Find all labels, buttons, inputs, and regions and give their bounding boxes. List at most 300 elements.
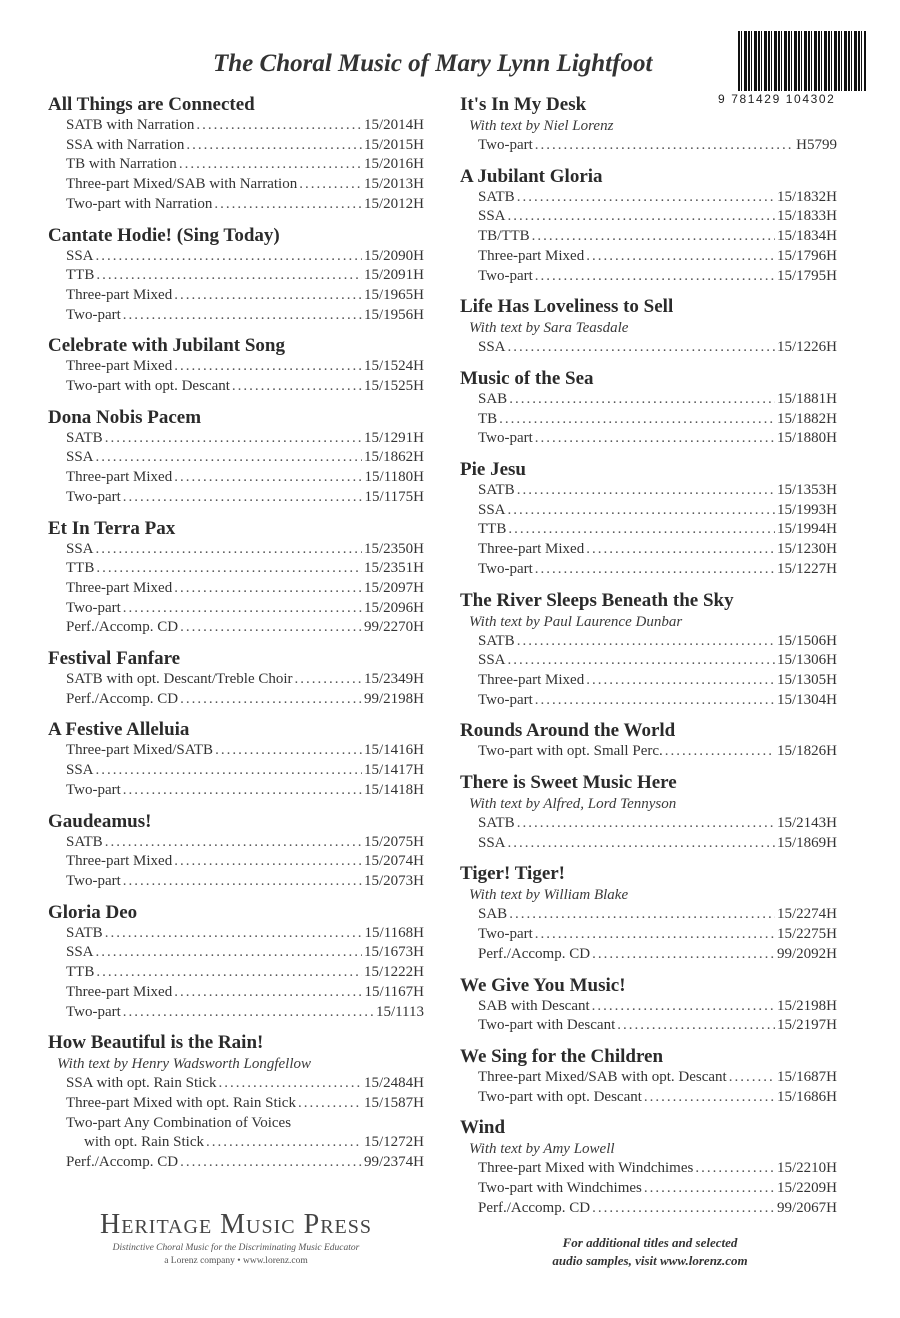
dot-leader — [96, 266, 362, 286]
dot-leader — [105, 429, 362, 449]
product-code: 99/2198H — [364, 690, 424, 707]
voicing-label: Two-part — [66, 872, 121, 889]
voicing-label: SATB with Narration — [66, 117, 195, 133]
dot-leader — [508, 651, 775, 671]
dot-leader — [299, 175, 362, 195]
dot-leader — [517, 814, 775, 834]
product-code: 15/2197H — [777, 1017, 837, 1034]
voicing-label: SATB with opt. Descant/Treble Choir — [66, 671, 293, 688]
product-code: 99/2092H — [777, 945, 837, 962]
edition-row — [48, 357, 424, 377]
song-title: Cantate Hodie! (Sing Today) — [48, 224, 280, 246]
product-code: 15/2097H — [364, 579, 424, 596]
voicing-label: TTB — [478, 521, 507, 538]
edition-row — [48, 286, 424, 306]
song-title: A Jubilant Gloria — [460, 165, 603, 187]
product-code: 15/2350H — [364, 540, 424, 557]
voicing-label: SSA — [66, 540, 94, 557]
voicing-label: Two-part — [478, 560, 533, 577]
dot-leader — [96, 559, 362, 579]
voicing-label: TB/TTB — [478, 228, 530, 245]
edition-row — [460, 227, 837, 247]
dot-leader — [665, 742, 775, 762]
song-block — [48, 406, 424, 508]
dot-leader — [180, 618, 362, 638]
voicing-label: SATB — [478, 188, 515, 205]
edition-row — [48, 1153, 424, 1173]
voicing-label: Two-part — [478, 267, 533, 284]
product-code: 15/1826H — [777, 743, 837, 760]
voicing-label: SSA — [478, 208, 506, 225]
edition-row — [460, 540, 837, 560]
dot-leader — [174, 357, 362, 377]
song-title: How Beautiful is the Rain! — [48, 1032, 264, 1054]
dot-leader — [206, 1133, 362, 1153]
product-code: 15/1834H — [777, 228, 837, 245]
edition-row — [460, 520, 837, 540]
song-block — [460, 93, 837, 156]
product-code: 15/1965H — [364, 286, 424, 303]
edition-row — [48, 833, 424, 853]
dot-leader — [96, 540, 362, 560]
product-code: 15/1525H — [364, 378, 424, 395]
dot-leader — [232, 377, 362, 397]
dot-leader — [586, 247, 775, 267]
dot-leader — [214, 195, 362, 215]
dot-leader — [644, 1179, 775, 1199]
dot-leader — [499, 410, 775, 430]
dot-leader — [123, 781, 362, 801]
edition-row — [48, 1074, 424, 1094]
dot-leader — [535, 925, 775, 945]
product-code: 15/1305H — [777, 671, 837, 688]
right-column — [460, 93, 837, 1228]
voicing-label: Three-part Mixed with Windchimes — [478, 1160, 694, 1177]
edition-row — [48, 155, 424, 175]
dot-leader — [96, 448, 362, 468]
song-title: It's In My Desk — [460, 94, 587, 115]
song-subtitle: With text by Henry Wadsworth Longfellow — [57, 1056, 312, 1073]
edition-row — [460, 267, 837, 287]
song-block — [460, 458, 837, 580]
voicing-label: Two-part — [478, 691, 533, 708]
edition-row — [460, 632, 837, 652]
product-code: 15/2015H — [364, 136, 424, 153]
edition-row — [460, 742, 837, 762]
song-title: All Things are Connected — [48, 94, 255, 115]
edition-row — [460, 410, 837, 430]
song-block — [48, 901, 424, 1023]
dot-leader — [123, 872, 362, 892]
product-code: 15/1796H — [777, 247, 837, 264]
dot-leader — [535, 136, 794, 156]
product-code: 15/1686H — [777, 1088, 837, 1105]
product-code: 15/1524H — [364, 358, 424, 375]
voicing-label: SAB — [478, 390, 508, 407]
product-code: 15/2073H — [364, 872, 424, 889]
edition-row — [460, 1179, 837, 1199]
voicing-label: SSA — [478, 501, 506, 518]
voicing-label: Perf./Accomp. CD — [478, 945, 591, 962]
dot-leader — [295, 670, 362, 690]
song-block — [460, 295, 837, 358]
voicing-label: TTB — [66, 964, 95, 981]
dot-leader — [123, 488, 363, 508]
product-code: 15/1869H — [777, 834, 837, 851]
dot-leader — [123, 306, 362, 326]
product-code: 15/2210H — [777, 1160, 837, 1177]
product-code: 15/2349H — [364, 671, 424, 688]
edition-row — [48, 761, 424, 781]
edition-row — [48, 559, 424, 579]
edition-row — [460, 1159, 837, 1179]
product-code: 15/2275H — [777, 926, 837, 943]
product-code: 15/1994H — [777, 521, 837, 538]
product-code: 15/1168H — [364, 924, 424, 941]
publisher-tagline: Distinctive Choral Music for the Discriminating Music Educator — [112, 1243, 360, 1253]
edition-row — [460, 814, 837, 834]
edition-row — [48, 1133, 424, 1153]
voicing-label: Two-part with Descant — [478, 1017, 616, 1034]
edition-row — [48, 983, 424, 1003]
song-block — [460, 719, 837, 762]
song-block — [48, 718, 424, 800]
edition-row — [460, 651, 837, 671]
edition-row — [48, 1003, 424, 1023]
product-code: 15/1230H — [777, 541, 837, 558]
edition-row — [460, 1088, 837, 1108]
voicing-label: Two-part with opt. Small Perc. — [478, 743, 663, 760]
voicing-label: Two-part Any Combination of Voices — [66, 1114, 292, 1131]
footer-note — [500, 1234, 800, 1270]
dot-leader — [508, 520, 775, 540]
song-block — [460, 1116, 837, 1218]
dot-leader — [535, 691, 775, 711]
footer-line-2: audio samples, visit www.lorenz.com — [552, 1253, 748, 1268]
product-code: 15/2274H — [777, 906, 837, 923]
product-code: 15/1227H — [777, 560, 837, 577]
product-code: 15/1226H — [777, 339, 837, 356]
song-block — [48, 810, 424, 892]
song-block — [460, 1045, 837, 1107]
product-code: 15/1880H — [777, 430, 837, 447]
voicing-label: SSA — [478, 339, 506, 356]
song-block — [460, 165, 837, 287]
edition-row — [48, 599, 424, 619]
product-code: 15/1687H — [777, 1068, 837, 1085]
song-title: Life Has Loveliness to Sell — [460, 296, 674, 318]
product-code: 15/1167H — [364, 983, 424, 1000]
song-title: Celebrate with Jubilant Song — [48, 335, 285, 357]
dot-leader — [179, 155, 362, 175]
product-code: 15/2198H — [777, 997, 837, 1014]
product-code: 15/1304H — [777, 691, 837, 708]
edition-row — [48, 963, 424, 983]
voicing-label: Two-part with opt. Descant — [66, 378, 230, 395]
dot-leader — [508, 501, 775, 521]
dot-leader — [180, 690, 362, 710]
edition-row — [48, 670, 424, 690]
voicing-label: SSA — [66, 247, 94, 264]
edition-row — [48, 741, 424, 761]
dot-leader — [592, 945, 775, 965]
song-title: Festival Fanfare — [48, 648, 181, 670]
product-code: 15/1291H — [364, 429, 424, 446]
product-code: 15/1882H — [777, 410, 837, 427]
dot-leader — [508, 207, 775, 227]
product-code: 15/1222H — [364, 964, 424, 981]
voicing-label: Two-part — [478, 430, 533, 447]
edition-row — [460, 247, 837, 267]
product-code: 15/2091H — [364, 267, 424, 284]
dot-leader — [180, 1153, 362, 1173]
edition-row — [460, 560, 837, 580]
voicing-label: Three-part Mixed — [66, 853, 173, 870]
product-code: 15/1833H — [777, 208, 837, 225]
voicing-label: Perf./Accomp. CD — [66, 1154, 179, 1171]
voicing-label: Three-part Mixed — [478, 247, 585, 264]
edition-row — [48, 852, 424, 872]
product-code: 15/2075H — [364, 833, 424, 850]
product-code: 15/2351H — [364, 560, 424, 577]
song-block — [48, 1031, 424, 1173]
song-subtitle: With text by Paul Laurence Dunbar — [469, 613, 683, 630]
left-column — [48, 93, 424, 1182]
edition-row — [48, 872, 424, 892]
voicing-label: Three-part Mixed — [66, 469, 173, 486]
product-code: 15/1306H — [777, 652, 837, 669]
barcode — [738, 31, 866, 91]
voicing-label: Three-part Mixed — [478, 671, 585, 688]
voicing-label: SSA — [478, 652, 506, 669]
voicing-label: Two-part — [66, 599, 121, 616]
song-subtitle: With text by Alfred, Lord Tennyson — [469, 796, 677, 813]
product-code: 15/2090H — [364, 247, 424, 264]
song-title: We Sing for the Children — [460, 1045, 664, 1067]
product-code: 15/2074H — [364, 853, 424, 870]
product-code: 15/1175H — [364, 488, 424, 505]
voicing-label: SATB — [478, 482, 515, 499]
song-subtitle: With text by William Blake — [469, 887, 629, 904]
song-subtitle: With text by Sara Teasdale — [469, 320, 629, 337]
voicing-label: SSA — [66, 762, 94, 779]
dot-leader — [174, 579, 362, 599]
product-code: 15/2012H — [364, 195, 424, 212]
voicing-label: SATB — [478, 632, 515, 649]
voicing-label: SAB — [478, 906, 508, 923]
edition-row — [48, 618, 424, 638]
dot-leader — [96, 247, 362, 267]
dot-leader — [508, 834, 775, 854]
song-title: We Give You Music! — [460, 974, 626, 996]
edition-row — [48, 540, 424, 560]
product-code: 15/2209H — [777, 1180, 837, 1197]
product-code: 15/2143H — [777, 815, 837, 832]
page-title: The Choral Music of Mary Lynn Lightfoot — [213, 50, 653, 77]
product-code: 15/1832H — [777, 188, 837, 205]
edition-row — [48, 136, 424, 156]
edition-row — [48, 247, 424, 267]
voicing-label: Perf./Accomp. CD — [66, 619, 179, 636]
edition-row — [48, 781, 424, 801]
voicing-label: Three-part Mixed with opt. Rain Stick — [66, 1094, 296, 1111]
product-code: 15/1587H — [364, 1094, 424, 1111]
edition-row — [460, 481, 837, 501]
voicing-label: SATB — [66, 429, 103, 446]
dot-leader — [105, 833, 362, 853]
voicing-label: SATB — [66, 924, 103, 941]
voicing-label: SATB — [478, 815, 515, 832]
product-code: 15/1993H — [777, 501, 837, 518]
product-code: 15/2013H — [364, 176, 424, 193]
voicing-label: Two-part — [66, 488, 121, 505]
edition-row — [48, 943, 424, 963]
song-title: There is Sweet Music Here — [460, 772, 677, 794]
dot-leader — [96, 761, 362, 781]
edition-row — [460, 671, 837, 691]
song-title: Wind — [460, 1117, 506, 1139]
voicing-label: Three-part Mixed — [66, 579, 173, 596]
dot-leader — [535, 429, 775, 449]
dot-leader — [535, 267, 775, 287]
edition-row — [48, 468, 424, 488]
voicing-label: TB with Narration — [66, 156, 177, 173]
product-code: 99/2374H — [364, 1154, 424, 1171]
edition-row — [48, 175, 424, 195]
product-code: 15/1417H — [364, 762, 424, 779]
edition-row — [48, 448, 424, 468]
edition-row — [460, 338, 837, 358]
dot-leader — [174, 983, 362, 1003]
product-code: 15/2014H — [364, 117, 424, 133]
product-code: 15/1506H — [777, 632, 837, 649]
voicing-label: Perf./Accomp. CD — [478, 1199, 591, 1216]
voicing-label: SATB — [66, 833, 103, 850]
edition-row — [48, 429, 424, 449]
voicing-label: SSA with opt. Rain Stick — [66, 1075, 217, 1092]
voicing-label: SSA — [478, 834, 506, 851]
product-code: 15/2484H — [364, 1075, 424, 1092]
edition-row — [460, 390, 837, 410]
voicing-label: Three-part Mixed — [66, 358, 173, 375]
dot-leader — [508, 338, 775, 358]
voicing-label: TTB — [66, 267, 95, 284]
edition-row — [460, 136, 837, 156]
product-code: 15/1113 — [375, 1003, 424, 1020]
voicing-label: Two-part — [478, 926, 533, 943]
edition-row — [48, 377, 424, 397]
product-code: 15/1956H — [364, 306, 424, 323]
product-code: 15/1881H — [777, 390, 837, 407]
edition-row — [460, 905, 837, 925]
voicing-label: Two-part with opt. Descant — [478, 1088, 642, 1105]
song-block — [460, 974, 837, 1036]
edition-row — [460, 834, 837, 854]
edition-row — [460, 188, 837, 208]
song-block — [460, 862, 837, 964]
product-code: 99/2270H — [364, 619, 424, 636]
dot-leader — [535, 560, 775, 580]
voicing-label: SAB with Descant — [478, 997, 590, 1014]
dot-leader — [196, 116, 362, 136]
dot-leader — [186, 136, 362, 156]
edition-row — [48, 116, 424, 136]
dot-leader — [509, 905, 775, 925]
dot-leader — [517, 188, 775, 208]
dot-leader — [729, 1068, 775, 1088]
edition-row — [48, 306, 424, 326]
song-block — [48, 224, 424, 326]
song-title: Rounds Around the World — [460, 720, 676, 742]
dot-leader — [509, 390, 775, 410]
voicing-label: Two-part — [478, 137, 533, 153]
product-code: 15/1180H — [364, 469, 424, 486]
dot-leader — [517, 632, 775, 652]
song-title: Music of the Sea — [460, 367, 594, 389]
song-title: The River Sleeps Beneath the Sky — [460, 589, 734, 611]
song-title: Tiger! Tiger! — [460, 863, 566, 885]
voicing-label: Three-part Mixed/SAB with Narration — [66, 176, 298, 193]
publisher-name: Heritage Music Press — [100, 1209, 372, 1240]
product-code: 15/1416H — [364, 742, 424, 759]
dot-leader — [644, 1088, 775, 1108]
product-code: 15/1673H — [364, 944, 424, 961]
product-code: 15/2096H — [364, 599, 424, 616]
voicing-label: Two-part — [66, 781, 121, 798]
edition-row — [48, 924, 424, 944]
edition-row — [48, 488, 424, 508]
edition-row — [460, 1199, 837, 1219]
dot-leader — [532, 227, 775, 247]
edition-row — [460, 691, 837, 711]
dot-leader — [592, 1199, 775, 1219]
voicing-label: SSA — [66, 944, 94, 961]
dot-leader — [215, 741, 362, 761]
edition-row — [460, 1068, 837, 1088]
voicing-label: Perf./Accomp. CD — [66, 690, 179, 707]
edition-row — [460, 501, 837, 521]
song-block — [460, 771, 837, 853]
song-title: A Festive Alleluia — [48, 719, 190, 741]
publisher-company: a Lorenz company • www.lorenz.com — [164, 1256, 308, 1266]
dot-leader — [586, 671, 775, 691]
isbn-digits: 9 781429 104302 — [718, 92, 836, 106]
edition-row — [460, 207, 837, 227]
song-subtitle: With text by Niel Lorenz — [469, 118, 614, 134]
dot-leader — [218, 1074, 362, 1094]
product-code: 15/1418H — [364, 781, 424, 798]
product-code: 99/2067H — [777, 1199, 837, 1216]
footer-line-1: For additional titles and selected — [562, 1235, 738, 1250]
song-block — [48, 93, 424, 215]
dot-leader — [617, 1016, 775, 1036]
voicing-label: Two-part — [66, 306, 121, 323]
dot-leader — [592, 997, 775, 1017]
dot-leader — [96, 963, 362, 983]
edition-row — [460, 945, 837, 965]
product-code: 15/2016H — [364, 156, 424, 173]
dot-leader — [174, 852, 362, 872]
voicing-label: Three-part Mixed — [66, 286, 173, 303]
dot-leader — [298, 1094, 362, 1114]
dot-leader — [586, 540, 775, 560]
product-code: 15/1862H — [364, 449, 424, 466]
voicing-label: Two-part with Windchimes — [478, 1180, 642, 1197]
song-block — [460, 367, 837, 449]
dot-leader — [174, 468, 362, 488]
dot-leader — [695, 1159, 775, 1179]
dot-leader — [105, 924, 363, 944]
